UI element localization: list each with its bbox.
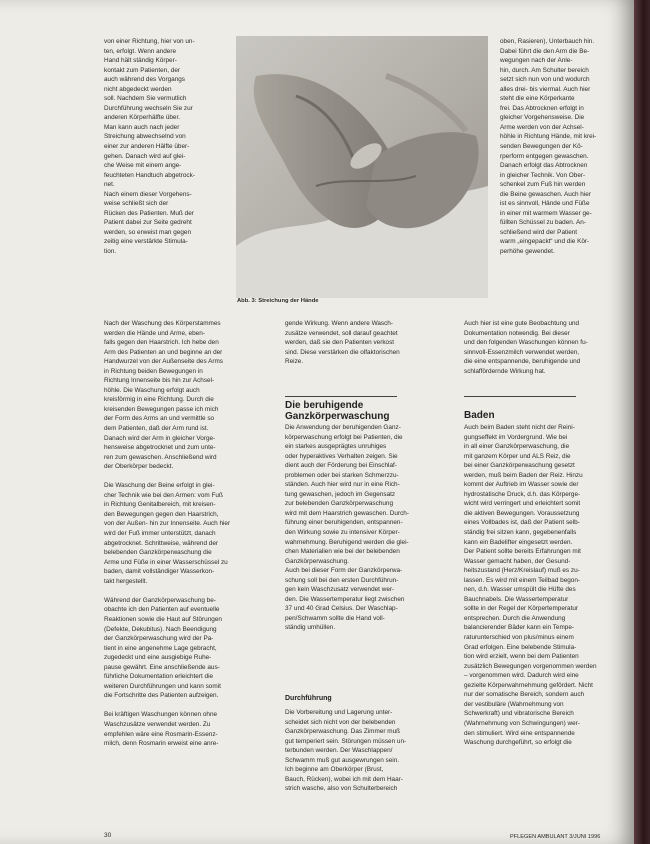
column-2-top-text: gende Wirkung. Wenn andere Wasch- zusätze verwendet, soll darauf geachtet werden, daß sie den Patienten verkost sind. Diese verstärken die olfaktorischen Reize. bbox=[285, 320, 400, 366]
page-gutter-edge bbox=[634, 0, 650, 844]
section-heading-calming-wash: Die beruhigende Ganzkörperwaschung bbox=[285, 400, 390, 422]
column-3-top-text: Auch hier ist eine gute Beobachtung und Dokumentation notwendig. Bei dieser und den folgenden Waschungen können fu- sinnvoll-Essenzmilch verwendet werden, die eine entspannende, beruhigende und schlaffördernde Wirkung hat. bbox=[464, 320, 588, 375]
left-column-top-text: von einer Richtung, hier von un- ten, erfolgt. Wenn andere Hand hält ständig Körper- kontakt zum Patienten, der auch während des Vorgangs nicht abgedeckt werden soll. Nachdem Sie vermutlich Durchführung wechseln Sie zur anderen Körperhälfte über. Man kann auch nach jeder Streichung abwechselnd von einer zur anderen Hälfte über- gehen. Danach wird auf glei- che Weise mit einem ange- feuchteten Handtuch abgetrock- net. Nach einem dieser Vorgehens- weise schließt sich der Rücken des Patienten. Muß der Patient dabei zur Seite gedreht werden, so erweist man gegen zeitig eine verstärkte Stimula- tion. bbox=[104, 38, 195, 256]
page-number: 30 bbox=[104, 832, 112, 839]
column-3-body-text: Auch beim Baden steht nicht der Reini- gungseffekt im Vordergrund. Wie bei in all einer Ganzkörperwaschung, die mit ganzem Körper und ALS Reiz, die bei einer Ganzkörperwaschung gesetzt werden, muß beim Baden der Reiz. Hinzu kommt der Auftrieb im Wasser sowie der hydrostatische Druck, d.h. das Körperge- wicht wird verringert und erleichtert somit die aktiven Bewegungen. Voraussetzung eines Vollbades ist, daß der Patient selb- ständig frei sitzen kann, gegebenenfalls kann ein Badelifter eingesetzt werden. Der Patient sollte bereits Erfahrungen mit Wasser gemacht haben, der Gesund- heitszustand (Herz/Kreislauf) muß es zu- lassen. Es wird mit einem Teilbad begon- nen, d.h. Wasser umspült die Hüfte des Bauchnabels. Die Wassertemperatur sollte in der Regel der Körpertemperatur entsprechen. Durch die Anwendung balancierender Bäder kann ein Tempe- raturunterschied von plus/minus einem Grad erfolgen. Eine belebende Stimula- tion wird erzielt, wenn bei dem Patienten zusätzlich Bewegungen vorgenommen werden – vorgenommen wird. Dadurch wird eine gezielte Körperwahrnehmung gefördert. Nicht nur der somatische Bereich, sondern auch der vestibuläre (Wahrnehmung von Schwerkraft) und vibratorische Bereich (Wahrnehmung von Schwingungen) wer- den stimuliert. Wird eine entspannende Waschung durchgeführt, so erfolgt die bbox=[464, 424, 597, 747]
divider-line bbox=[285, 396, 397, 397]
footer-journal-title: PFLEGEN AMBULANT 3/JUNI 1996 bbox=[510, 834, 601, 840]
divider-line bbox=[464, 396, 576, 397]
column-2-body-text: Die Anwendung der beruhigenden Ganz- körperwaschung erfolgt bei Patienten, die ein starkes ausgeprägtes unruhiges oder hyperaktives Verhalten zeigen. Sie dient auch der Förderung bei Einschlaf- problemen oder bei starken Schmerzzu- ständen. Auch hier wird nur in eine Rich- tung gewaschen, jedoch im Gegensatz zur belebenden Ganzkörperwaschung wird mit dem Haarstrich gewaschen. Durch- führung einer beruhigenden, entspannen- den Wirkung sowie zu intensiver Körper- wahrnehmung. Beruhigend werden die glei- chen Materialien wie bei der belebenden Ganzkörperwaschung. Auch bei dieser Form der Ganzkörperwa- schung soll bei den ersten Durchführun- gen kein Waschzusatz verwendet wer- den. Die Wassertemperatur liegt zwischen 37 und 40 Grad Celsius. Der Waschlap- pen/Schwamm sollte die Hand voll- ständig umhüllen. bbox=[285, 424, 409, 632]
hands-photo-image bbox=[236, 36, 488, 298]
column-2-procedure-text: Die Vorbereitung und Lagerung unter- scheidet sich nicht von der belebenden Ganzkörperwaschung. Das Zimmer muß gut temperiert sein. Störungen müssen un- terbunden werden. Der Waschlappen/ Schwamm muß gut ausgewrungen sein. Ich beginne am Oberkörper (Brust, Bauch, Rücken), wobei ich mit dem Haar- strich wasche, also von Schulterbereich bbox=[285, 709, 407, 793]
column-1-text: Nach der Waschung des Körperstammes werden die Hände und Arme, eben- falls gegen den Haarstrich. Ich hebe den Arm des Patienten an und beginne an der Handwurzel von der Außenseite des Arms in Richtung beiden Bewegungen in Richtung Innenseite bis hin zur Achsel- höhle. Die Waschung erfolgt auch kreisförmig in eine Richtung. Durch die kreisenden Bewegungen passe ich mich der Form des Arms an und vermittle so dem Patienten, daß der Arm rund ist. Danach wird der Arm in gleicher Vorge- hensweise abgetrocknet und zum unte- ren zum gewaschen. Anschließend wird der Oberkörper bedeckt. Die Waschung der Beine erfolgt in glei- cher Technik wie bei den Armen: vom Fuß in Richtung Genitalbereich, mit kreisen- den Bewegungen gegen den Haarstrich, von der Außen- hin zur Innenseite. Auch hier wird der Fuß immer unterstützt, danach abgetrocknet. Schrittweise, während der belebenden Ganzkörperwaschung die Arme und Füße in einer Wasserschüssel zu baden, damit vollständiger Wasserkon- takt hergestellt. Während der Ganzkörperwaschung be- obachte ich den Patienten auf eventuelle Reaktionen sowie die Haut auf Störungen (Defekte, Dekubitus). Nach Beendigung der Ganzkörperwaschung wird der Pa- tient in eine angenehme Lage gebracht, zugedeckt und eine ausgiebige Ruhe- pause gewährt. Eine anschließende aus- führliche Dokumentation erleichtert die weiteren Durchführungen und kann somit die Fortschritte des Patienten aufzeigen. Bei kräftigen Waschungen können ohne Waschzusätze verwendet werden. Zu empfehlen wäre eine Rosmarin-Essenz- milch, denn Rosmarin erweist eine anre- bbox=[104, 320, 231, 748]
photo-hands-stroking bbox=[236, 36, 488, 298]
section-heading-bathing: Baden bbox=[464, 410, 495, 421]
right-column-top-text: oben, Rasieren), Unterbauch hin. Dabei führt die den Arm die Be- wegungen nach der Anle- hin, durch. Am Schulter bereich setzt sich nun von und wodurch alles drei- bis viermal. Auch hier steht die eine Körperkante frei. Das Abtrocknen erfolgt in gleicher Vorgehensweise. Die Arme werden von der Achsel- höhle in Richtung Hände, mit krei- senden Bewegungen der Kö- rperform entgegen gewaschen. Danach erfolgt das Abtrocknen in gleicher Technik. Von Ober- schenkel zum Fuß hin werden die Beine gewaschen. Auch hier ist es sinnvoll, Hände und Füße in einer mit warmem Wasser ge- füllten Schüssel zu baden. An- schließend wird der Patient warm „eingepackt“ und die Kör- perhöhe gewendet. bbox=[500, 38, 597, 256]
subheading-procedure: Durchführung bbox=[285, 695, 332, 702]
figure-caption: Abb. 3: Streichung der Hände bbox=[237, 298, 319, 304]
